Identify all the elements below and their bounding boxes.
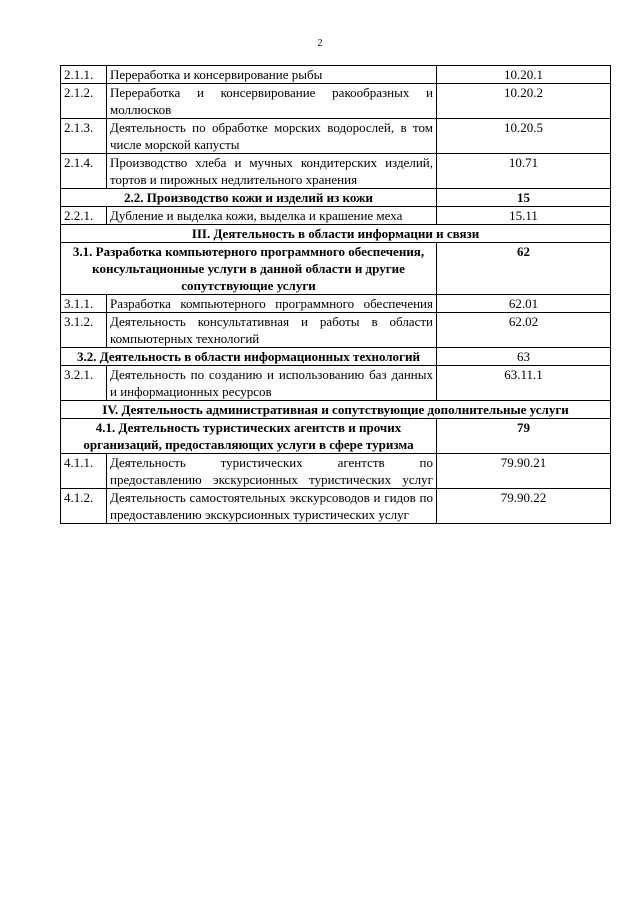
row-number: 3.1.2.	[61, 313, 107, 348]
row-number: 3.2.1.	[61, 366, 107, 401]
subsection-title: 3.2. Деятельность в области информационных технологий	[61, 348, 437, 366]
activity-codes-table	[60, 65, 611, 524]
table-row	[61, 66, 611, 84]
section-row	[61, 401, 611, 419]
activity-code: 10.20.5	[437, 119, 611, 154]
table-row	[61, 119, 611, 154]
subsection-title: 4.1. Деятельность туристических агентств и прочих организаций, предоставляющих услуги в сфере туризма	[61, 419, 437, 454]
activity-name: Разработка компьютерного программного обеспечения	[107, 295, 437, 313]
activity-code: 63.11.1	[437, 366, 611, 401]
section-title: IV. Деятельность административная и сопутствующие дополнительные услуги	[61, 401, 611, 419]
activity-code: 10.20.1	[437, 66, 611, 84]
row-number: 4.1.2.	[61, 489, 107, 524]
activity-name: Производство хлеба и мучных кондитерских изделий, тортов и пирожных недлительного хранения	[107, 154, 437, 189]
table-row	[61, 366, 611, 401]
section-row	[61, 225, 611, 243]
subsection-title: 3.1. Разработка компьютерного программного обеспечения, консультационные услуги в данной области и другие сопутствующие услуги	[61, 243, 437, 295]
subsection-row	[61, 348, 611, 366]
table-row	[61, 454, 611, 489]
subsection-title: 2.2. Производство кожи и изделий из кожи	[61, 189, 437, 207]
table-row	[61, 295, 611, 313]
activity-name: Деятельность по обработке морских водорослей, в том числе морской капусты	[107, 119, 437, 154]
subsection-code: 63	[437, 348, 611, 366]
activity-name: Переработка и консервирование ракообразных и моллюсков	[107, 84, 437, 119]
subsection-row	[61, 243, 611, 295]
table-row	[61, 84, 611, 119]
table-row	[61, 154, 611, 189]
row-number: 2.2.1.	[61, 207, 107, 225]
activity-code: 10.20.2	[437, 84, 611, 119]
subsection-code: 15	[437, 189, 611, 207]
row-number: 2.1.1.	[61, 66, 107, 84]
subsection-row	[61, 189, 611, 207]
subsection-row	[61, 419, 611, 454]
activity-name: Деятельность по созданию и использованию баз данных и информационных ресурсов	[107, 366, 437, 401]
activity-name: Деятельность консультативная и работы в области компьютерных технологий	[107, 313, 437, 348]
row-number: 2.1.3.	[61, 119, 107, 154]
subsection-code: 79	[437, 419, 611, 454]
row-number: 4.1.1.	[61, 454, 107, 489]
activity-code: 79.90.21	[437, 454, 611, 489]
row-number: 3.1.1.	[61, 295, 107, 313]
activity-name: Дубление и выделка кожи, выделка и крашение меха	[107, 207, 437, 225]
activity-code: 10.71	[437, 154, 611, 189]
activity-code: 79.90.22	[437, 489, 611, 524]
row-number: 2.1.4.	[61, 154, 107, 189]
table-row	[61, 313, 611, 348]
row-number: 2.1.2.	[61, 84, 107, 119]
page-number: 2	[317, 38, 323, 49]
subsection-code: 62	[437, 243, 611, 295]
section-title: III. Деятельность в области информации и связи	[61, 225, 611, 243]
activity-code: 62.01	[437, 295, 611, 313]
table-row	[61, 489, 611, 524]
activity-name: Деятельность туристических агентств по предоставлению экскурсионных туристических услуг	[107, 454, 437, 489]
activity-name: Деятельность самостоятельных экскурсоводов и гидов по предоставлению экскурсионных туристических услуг	[107, 489, 437, 524]
activity-code: 15.11	[437, 207, 611, 225]
activity-code: 62.02	[437, 313, 611, 348]
table-row	[61, 207, 611, 225]
activity-name: Переработка и консервирование рыбы	[107, 66, 437, 84]
